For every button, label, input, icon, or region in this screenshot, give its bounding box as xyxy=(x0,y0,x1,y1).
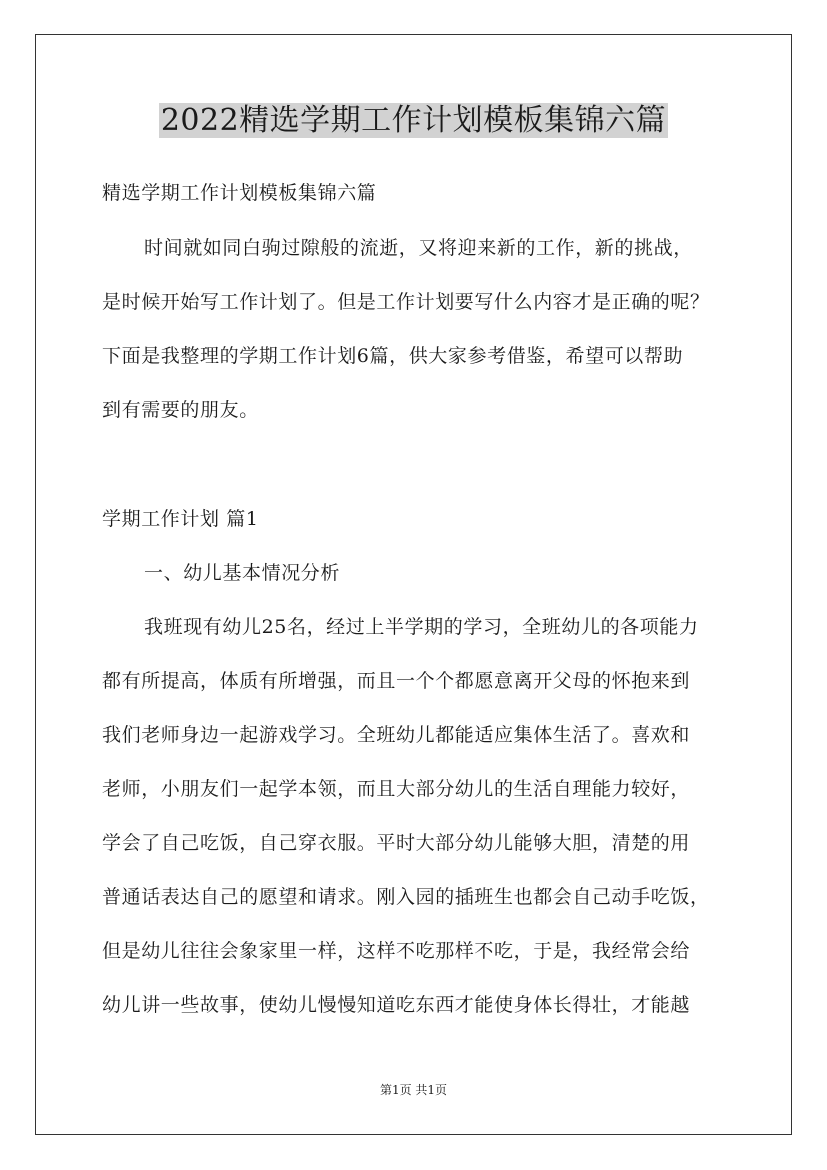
document-subtitle: 精选学期工作计划模板集锦六篇 xyxy=(102,182,377,204)
page-footer: 第1页 共1页 xyxy=(379,1083,448,1097)
intro-line-1: 时间就如同白驹过隙般的流逝，又将迎来新的工作，新的挑战， xyxy=(144,237,693,259)
body-line-2: 都有所提高，体质有所增强，而且一个个都愿意离开父母的怀抱来到 xyxy=(102,670,691,692)
body-line-3: 我们老师身边一起游戏学习。全班幼儿都能适应集体生活了。喜欢和 xyxy=(102,724,691,746)
subsection-heading: 一、幼儿基本情况分析 xyxy=(144,562,341,584)
document-title-text: 2022精选学期工作计划模板集锦六篇 xyxy=(160,103,667,138)
section-heading: 学期工作计划 篇1 xyxy=(102,508,259,530)
body-line-1: 我班现有幼儿25名，经过上半学期的学习，全班幼儿的各项能力 xyxy=(144,616,699,638)
intro-line-2: 是时候开始写工作计划了。但是工作计划要写什么内容才是正确的呢？ xyxy=(102,291,710,313)
document-title xyxy=(0,100,827,142)
body-line-7: 但是幼儿往往会象家里一样，这样不吃那样不吃，于是，我经常会给 xyxy=(102,940,691,962)
body-line-5: 学会了自己吃饭，自己穿衣服。平时大部分幼儿能够大胆，清楚的用 xyxy=(102,832,691,854)
body-line-4: 老师，小朋友们一起学本领，而且大部分幼儿的生活自理能力较好， xyxy=(102,778,691,800)
intro-line-4: 到有需要的朋友。 xyxy=(102,399,259,421)
intro-line-3: 下面是我整理的学期工作计划6篇，供大家参考借鉴，希望可以帮助 xyxy=(102,345,684,367)
body-line-8: 幼儿讲一些故事，使幼儿慢慢知道吃东西才能使身体长得壮，才能越 xyxy=(102,994,691,1016)
body-line-6: 普通话表达自己的愿望和请求。刚入园的插班生也都会自己动手吃饭， xyxy=(102,886,710,908)
